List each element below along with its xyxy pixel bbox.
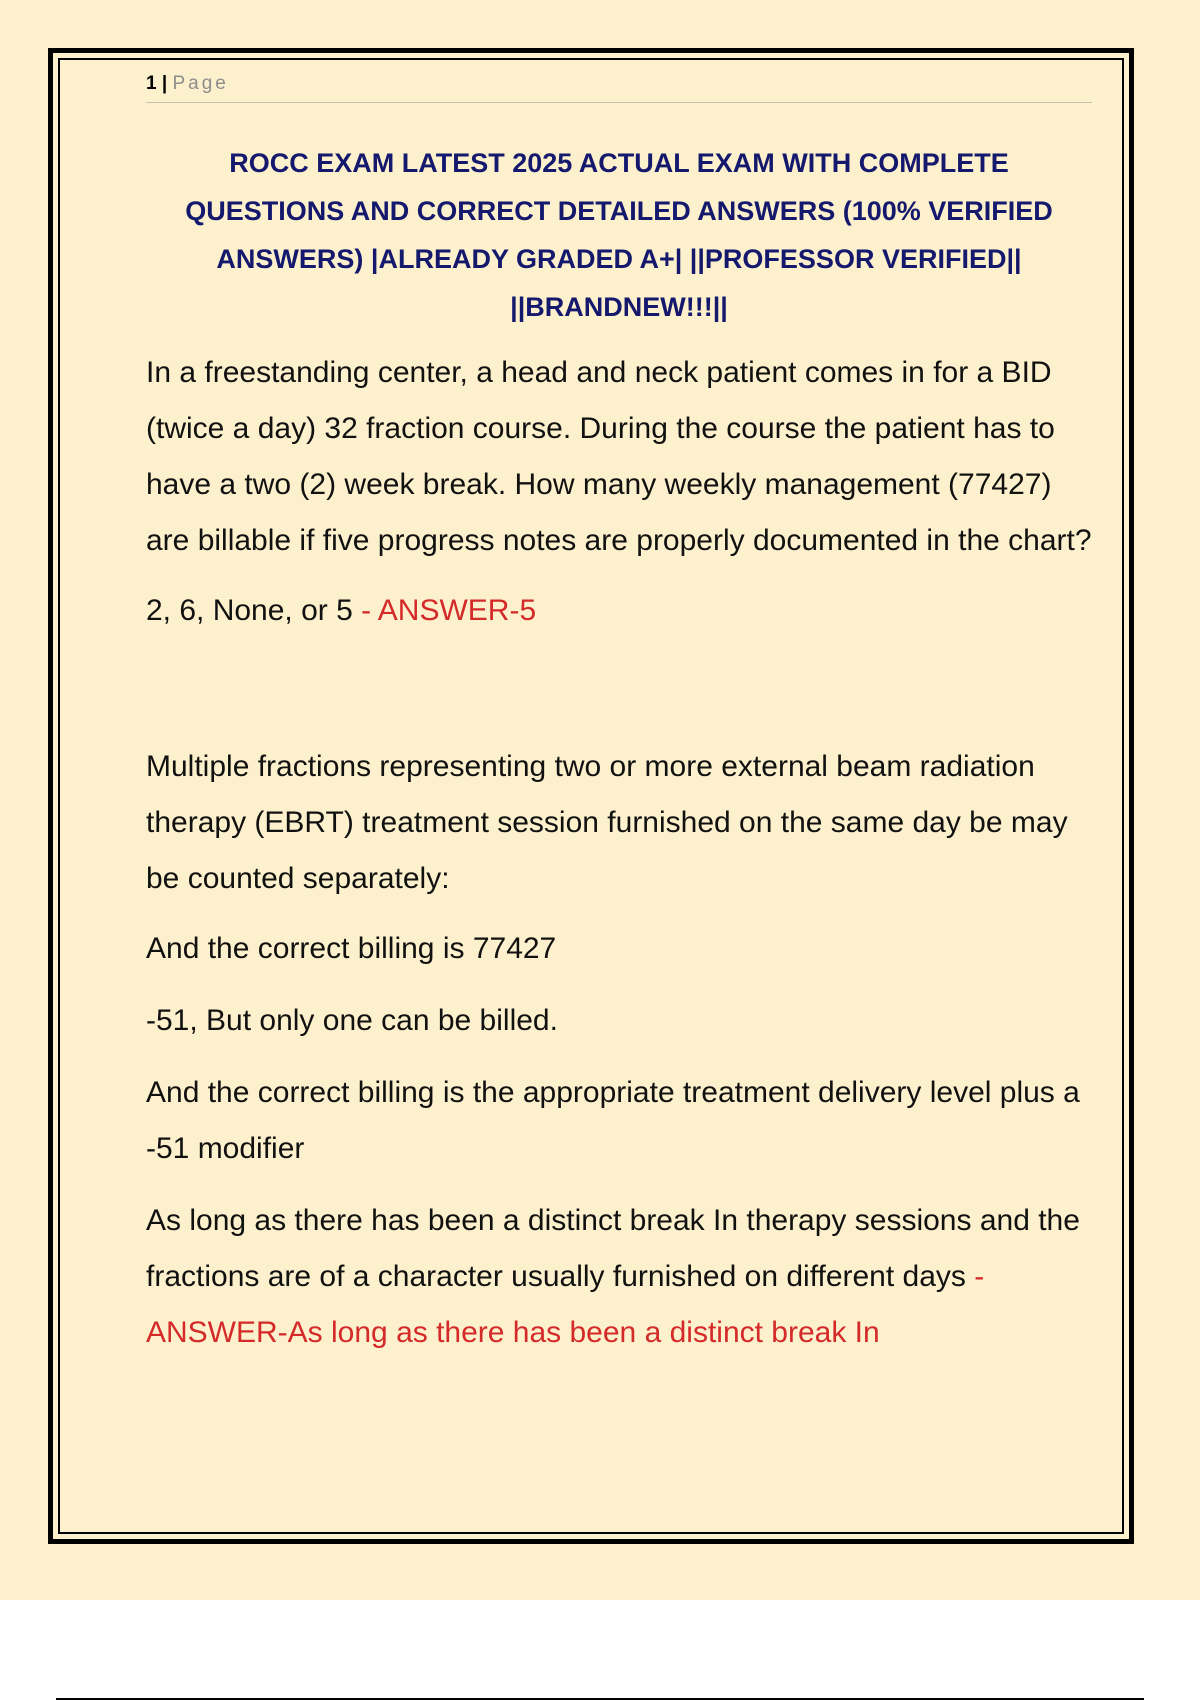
- title-line-4: ||BRANDNEW!!!||: [510, 292, 728, 322]
- page-header: [146, 70, 1092, 103]
- question-2-option-d: [146, 1193, 1092, 1361]
- question-2-option-d-text: As long as there has been a distinct break In therapy sessions and the fractions are of a character usually furnished on different days: [146, 1204, 1080, 1293]
- question-2-text: Multiple fractions representing two or more external beam radiation therapy (EBRT) treatment session furnished on the same day be may be counted separately:: [146, 750, 1068, 895]
- question-2-option-b: -51, But only one can be billed.: [146, 1004, 558, 1037]
- document-title: [146, 139, 1092, 331]
- document-content: [146, 70, 1092, 1361]
- page-number: 1: [146, 73, 157, 94]
- page-label: Page: [172, 73, 229, 94]
- question-1-choices: 2, 6, None, or 5: [146, 594, 353, 627]
- question-2-answer: - ANSWER-As long as there has been a distinct break In: [146, 1260, 985, 1349]
- page-separator: |: [161, 73, 168, 94]
- question-1-options: [146, 583, 1092, 639]
- question-1-answer: - ANSWER-5: [352, 594, 537, 627]
- title-line-1: ROCC EXAM LATEST 2025 ACTUAL EXAM WITH COMPLETE: [229, 148, 1009, 178]
- title-line-2: QUESTIONS AND CORRECT DETAILED ANSWERS (100% VERIFIED: [185, 196, 1053, 226]
- question-2-option-c: And the correct billing is the appropriate treatment delivery level plus a -51 modifier: [146, 1076, 1080, 1165]
- question-1-text: In a freestanding center, a head and neck patient comes in for a BID (twice a day) 32 fraction course. During the course the patient has to have a two (2) week break. How many weekly management (77427) are billable if five progress notes are properly documented in the chart?: [146, 356, 1092, 557]
- title-line-3: ANSWERS) |ALREADY GRADED A+| ||PROFESSOR VERIFIED||: [216, 244, 1022, 274]
- question-2-option-a: And the correct billing is 77427: [146, 932, 557, 965]
